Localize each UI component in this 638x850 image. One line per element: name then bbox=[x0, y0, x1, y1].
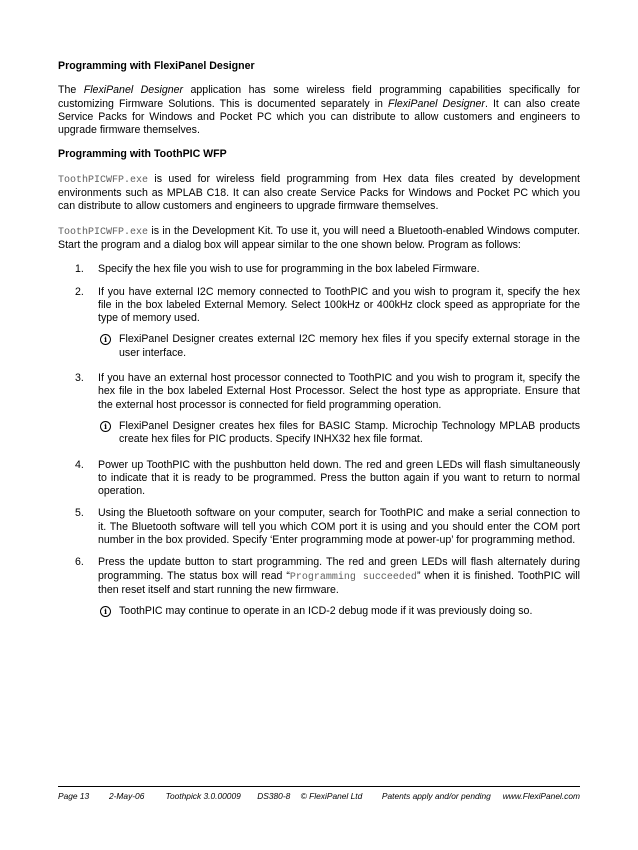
footer-version: Toothpick 3.0.00009 bbox=[165, 791, 241, 801]
section-heading-flexipanel-designer: Programming with FlexiPanel Designer bbox=[58, 60, 255, 72]
list-item-step-5: 5. Using the Bluetooth software on your computer, search for ToothPIC and make a serial connection to it. The Bluetooth software will tell you which COM port it is using and you should enter the COM port number in the box provided. Specify ‘Enter programming mode at power-up’ for programming method. bbox=[75, 507, 580, 547]
code-status-message: Programming succeeded bbox=[289, 571, 417, 583]
code-filename: ToothPICWFP.exe bbox=[58, 174, 149, 186]
footer-date: 2-May-06 bbox=[108, 791, 145, 801]
section-heading-toothpic-wfp: Programming with ToothPIC WFP bbox=[58, 148, 227, 161]
emphasis-product-name: FlexiPanel Designer bbox=[388, 97, 485, 110]
code-filename: ToothPICWFP.exe bbox=[58, 226, 149, 238]
page-footer bbox=[58, 786, 580, 803]
paragraph-wfp-intro: ToothPICWFP.exe is used for wireless field programming from Hex data files created by development environments such as MPLAB C18. It can also create Service Packs for Windows and Pocket PC which you can distribute to allow customers and engineers to upgrade firmware themselves. bbox=[58, 172, 580, 213]
footer-doc-id: DS380-8 bbox=[257, 791, 291, 801]
programming-steps-list bbox=[58, 263, 580, 618]
info-icon: i bbox=[100, 334, 111, 345]
footer-patents: Patents apply and/or pending bbox=[381, 791, 491, 801]
info-icon: i bbox=[100, 606, 111, 617]
emphasis-product-name: FlexiPanel Designer bbox=[83, 84, 184, 97]
list-item-step-1: 1. Specify the hex file you wish to use for programming in the box labeled Firmware. bbox=[75, 263, 480, 276]
footer-copyright: © FlexiPanel Ltd bbox=[300, 791, 363, 801]
info-note: i FlexiPanel Designer creates hex files for BASIC Stamp. Microchip Technology MPLAB products create hex files for PIC products. Specify INHX32 hex file format. bbox=[58, 420, 580, 447]
list-item-step-4: 4. Power up ToothPIC with the pushbutton held down. The red and green LEDs will flash simultaneously to indicate that it is ready to be programmed. Press the button again if you want to return to normal operation. bbox=[75, 458, 580, 498]
footer-page-number: Page 13 bbox=[58, 791, 90, 801]
info-icon: i bbox=[100, 421, 111, 432]
paragraph-flexipanel-designer: The FlexiPanel Designer application has some wireless field programming capabilities specifically for customizing Firmware Solutions. This is documented separately in FlexiPanel Designer. It can also create Service Packs for Windows and Pocket PC which you can distribute to allow customers and engineers to upgrade firmware themselves. bbox=[58, 84, 580, 137]
info-note: i FlexiPanel Designer creates external I2C memory hex files if you specify external storage in the user interface. bbox=[58, 333, 580, 360]
list-item-step-3: 3. If you have an external host processor connected to ToothPIC and you wish to program it, specify the hex file in the box labeled External Host Processor. Select the host type as appropriate. Ensure that the external host processor is connected for field programming operation. i FlexiPanel Designer creates hex files for BASIC Stamp. Microchip Technology MPLAB products create hex files for PIC products. Specify INHX32 hex file format. bbox=[58, 372, 580, 446]
paragraph-wfp-usage: ToothPICWFP.exe is in the Development Kit. To use it, you will need a Bluetooth-enabled Windows computer. Start the program and a dialog box will appear similar to the one shown below. Program as follows: bbox=[58, 224, 580, 251]
list-item-step-2: 2. If you have external I2C memory connected to ToothPIC and you wish to program it, specify the hex file in the box labeled External Memory. Select 100kHz or 400kHz clock speed as appropriate for the type of memory used. i FlexiPanel Designer creates external I2C memory hex files if you specify external storage in the user interface. bbox=[58, 286, 580, 360]
info-note: i ToothPIC may continue to operate in an ICD-2 debug mode if it was previously doing so. bbox=[58, 605, 580, 618]
list-item-step-6: 6. Press the update button to start programming. The red and green LEDs will flash alternately during programming. The status box will read “Programming succeeded” when it is finished. ToothPIC will then reset itself and start running the new firmware. i ToothPIC may continue to operate in an ICD-2 debug mode if it was previously doing so. bbox=[58, 556, 580, 618]
footer-url: www.FlexiPanel.com bbox=[502, 791, 580, 801]
